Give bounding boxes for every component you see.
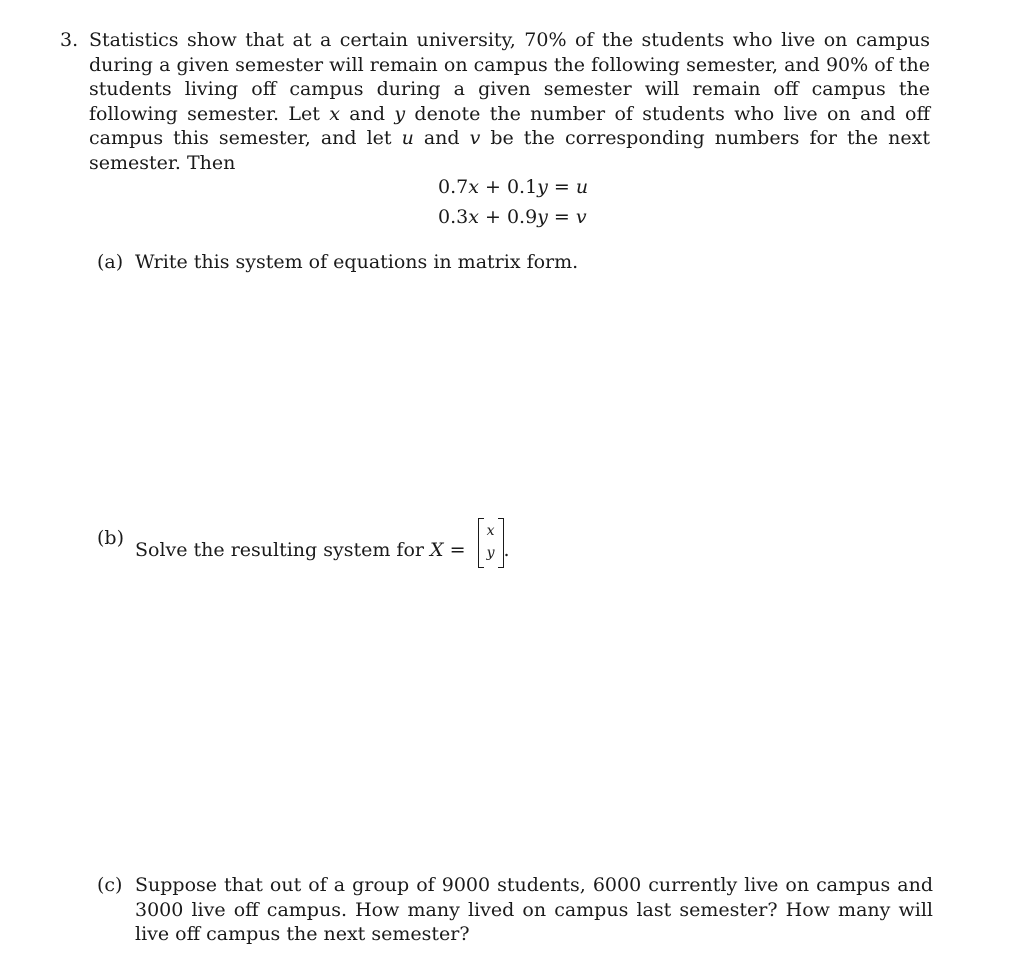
problem-text-part: denote the number of students who live on and off campus this semester, and let [89, 102, 930, 149]
part-c [97, 873, 933, 947]
eq2-plus: + [478, 206, 507, 228]
column-vector-matrix [478, 518, 504, 568]
eq2-coef-1: 0.3 [438, 206, 469, 228]
part-b-equals: = [443, 539, 472, 561]
part-b [97, 520, 933, 576]
eq2-rhs-v: v [575, 206, 587, 228]
eq2-equals: = [547, 206, 576, 228]
equation-2 [438, 202, 588, 232]
part-a [97, 250, 933, 275]
eq1-coef-2: 0.1 [506, 176, 538, 198]
equation-1 [438, 172, 588, 202]
problem-3 [60, 28, 930, 175]
part-b-text [135, 520, 933, 576]
part-b-label: (b) [97, 527, 124, 549]
eq2-coef-2: 0.9 [506, 206, 538, 228]
equation-system [438, 172, 588, 232]
problem-statement [89, 28, 930, 175]
eq2-var-x: x [468, 206, 479, 228]
part-a-label: (a) [97, 251, 124, 273]
eq1-coef-1: 0.7 [438, 176, 469, 198]
part-b-text-part: Solve the resulting system for [135, 539, 431, 561]
eq1-equals: = [547, 176, 576, 198]
part-a-text: Write this system of equations in matrix form. [135, 251, 579, 273]
eq2-var-y: y [537, 206, 548, 228]
problem-text-part: and [339, 102, 395, 125]
problem-number: 3. [60, 29, 79, 51]
math-var-y: y [394, 102, 406, 125]
math-var-u: u [401, 127, 414, 149]
right-bracket [498, 518, 504, 568]
matrix-entry-x: x [486, 523, 495, 539]
problem-text-part: and [413, 127, 470, 149]
matrix-entry-y: y [486, 545, 495, 561]
math-var-x: x [329, 102, 340, 125]
part-b-period: . [503, 539, 510, 561]
eq1-var-y: y [537, 176, 548, 198]
problem-text-part: be the corresponding numbers for the next semester. Then [89, 127, 930, 174]
eq1-rhs-u: u [575, 176, 589, 198]
problem-text-part: Statistics show that at a certain university, 70% of the students who live on campus during a given semester will remain on campus the following semester, and 90% of the students living off campus during a given semester will remain off campus the following semester. Let [89, 29, 930, 125]
math-var-X: X [430, 539, 444, 561]
eq1-var-x: x [468, 176, 479, 198]
math-var-v: v [469, 127, 481, 149]
part-c-text: Suppose that out of a group of 9000 students, 6000 currently live on campus and 3000 live off campus. How many lived on campus last semester? How many will live off campus the next semester? [135, 874, 933, 945]
part-c-label: (c) [97, 874, 123, 896]
eq1-plus: + [478, 176, 507, 198]
